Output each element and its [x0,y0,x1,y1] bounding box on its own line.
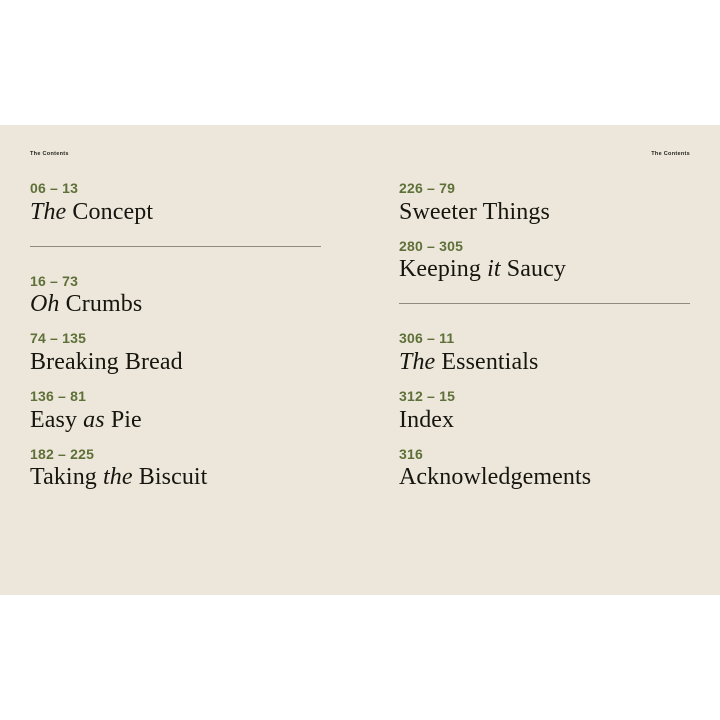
entry-title-italic: Oh [30,291,60,318]
contents-entry[interactable] [399,446,690,492]
entry-title-rest: Biscuit [138,464,208,491]
entry-title [399,464,690,491]
entry-title-rest: Sweeter Things [399,198,550,225]
entry-title-italic: as [83,406,105,433]
entry-title-italic: it [487,256,501,283]
running-head-right: The Contents [651,151,690,157]
entry-title-rest: Acknowledgements [399,464,592,491]
contents-entry[interactable] [399,388,690,434]
contents-entry[interactable] [30,388,321,434]
entry-title-rest: Index [399,406,455,433]
contents-entry[interactable] [30,180,321,226]
entry-pages: 16 – 73 [30,272,79,289]
entry-pages: 312 – 15 [399,388,456,405]
entry-pages: 226 – 79 [399,180,456,196]
entry-title [399,256,690,283]
entry-title-rest: Essentials [441,349,539,376]
entry-title-italic: The [399,349,436,376]
entry-title-italic: the [103,464,133,491]
entry-title [30,291,321,318]
entry-title-rest: Saucy [506,256,566,283]
contents-entry[interactable] [399,238,690,284]
entry-pages: 74 – 135 [30,330,87,347]
entry-pages: 06 – 13 [30,180,79,196]
entry-title-pre: Taking [30,464,97,491]
entry-title-rest: Pie [110,406,142,433]
running-head-left: The Contents [30,151,69,157]
section-divider [399,303,690,304]
contents-entry[interactable] [30,330,321,376]
entry-pages: 306 – 11 [399,330,455,347]
contents-column-right [399,180,690,585]
entry-title [30,349,321,376]
contents-entry[interactable] [399,180,690,226]
entry-pages: 136 – 81 [30,388,87,405]
contents-columns [30,180,690,585]
entry-pages: 316 [399,445,423,462]
entry-title-rest: Breaking Bread [30,349,183,376]
entry-title-pre: Keeping [399,256,482,283]
contents-entry[interactable] [399,330,690,376]
contents-entry[interactable] [30,446,321,492]
entry-pages: 182 – 225 [30,445,95,462]
entry-title [399,407,690,434]
entry-title-italic: The [30,198,67,225]
contents-spread [0,125,720,595]
entry-title [399,199,690,226]
entry-title [30,199,321,226]
contents-column-left [30,180,321,585]
entry-title [399,349,690,376]
entry-title-rest: Crumbs [65,291,143,318]
entry-title [30,464,321,491]
entry-pages: 280 – 305 [399,237,464,254]
entry-title [30,407,321,434]
contents-entry[interactable] [30,273,321,319]
entry-title-rest: Concept [72,198,154,225]
section-divider [30,246,321,247]
entry-title-pre: Easy [30,406,78,433]
